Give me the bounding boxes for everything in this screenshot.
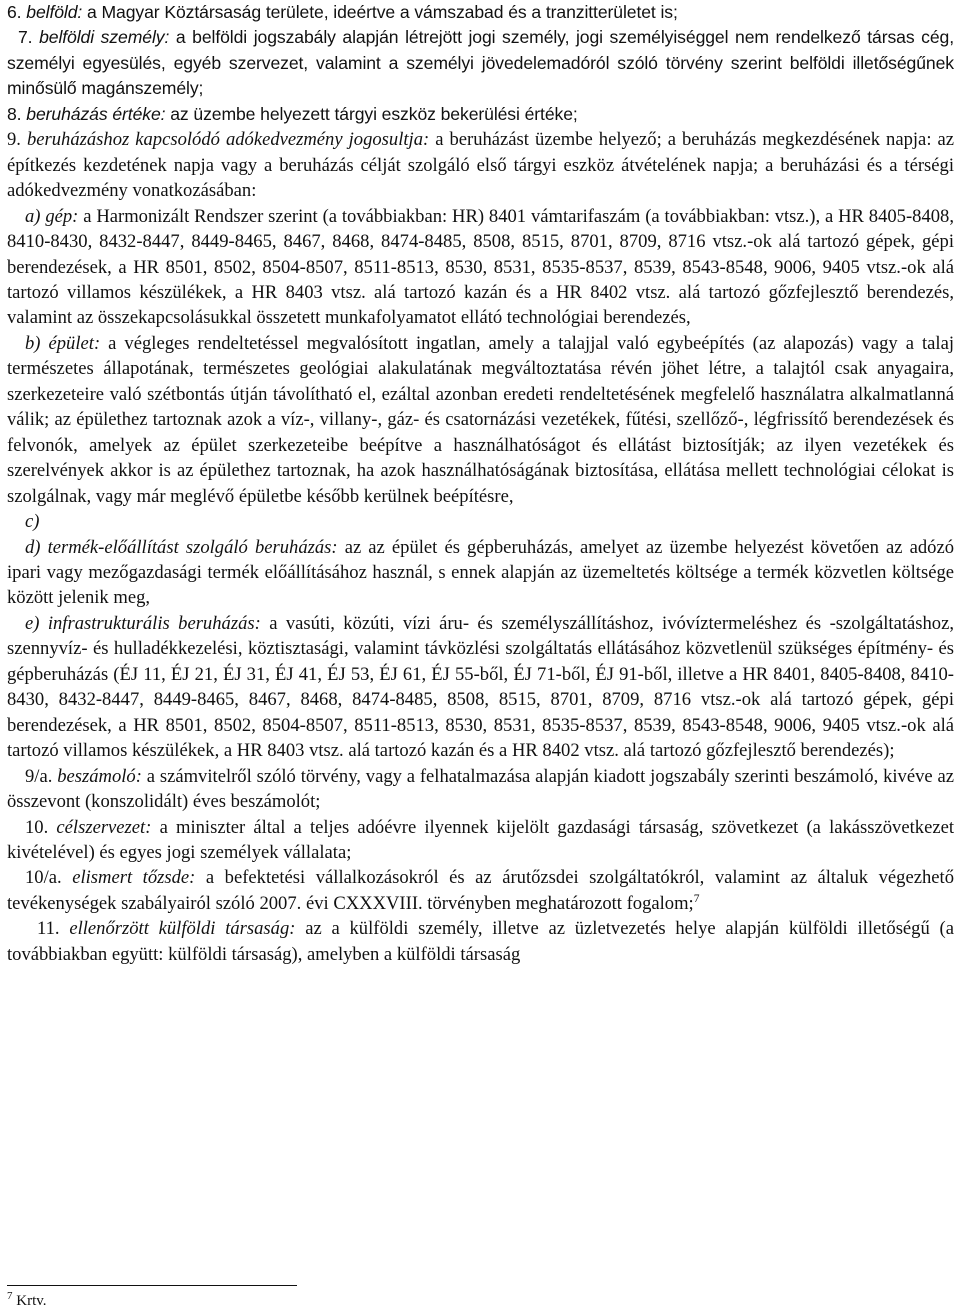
subitem-d-termek-eloallitas <box>7 535 954 611</box>
definition-text: az a külföldi személy, illetve az üzletvezetés helye alapján külföldi illetőségű (a továbbiakban együtt: külföldi társaság), amelyben a külföldi társaság <box>7 918 954 965</box>
item-number: 8. <box>7 103 22 124</box>
definition-9 <box>7 127 954 203</box>
footnote-reference[interactable]: 7 <box>693 892 700 905</box>
footnote <box>7 1291 407 1311</box>
definition-6 <box>7 0 954 25</box>
subitem-a-gep <box>7 204 954 331</box>
defined-term: beruházás értéke: <box>26 103 166 124</box>
definition-text: a számvitelről szóló törvény, vagy a felhatalmazása alapján kiadott jogszabály szerinti beszámoló, kivéve az összevont (konszolidált) éves beszámolót; <box>7 765 954 813</box>
footnote-text: Krtv. <box>12 1293 47 1309</box>
definition-10 <box>7 815 954 866</box>
defined-term: célszervezet: <box>56 816 152 838</box>
definition-text: a beruházást üzembe helyező; a beruházás megkezdésének napja: az építkezés kezdetének napja vagy a beruházás célját szolgáló első tárgyi eszköz átvételének napja; a beruházási és a térségi adókedvezmény vonatkozásában: <box>7 129 954 202</box>
defined-term: e) infrastrukturális beruházás: <box>25 612 261 634</box>
definition-text: a miniszter által a teljes adóévre ilyennek kijelölt gazdasági társaság, szövetkezet (a lakásszövetkezet kivételével) és egyes jogi személyek vállalata; <box>7 816 954 863</box>
subitem-b-epulet <box>7 331 954 509</box>
defined-term: beszámoló: <box>57 765 142 787</box>
definition-8 <box>7 102 954 127</box>
definition-text: a végleges rendeltetéssel megvalósított ingatlan, amely a talajjal való egybeépítés (az alapozás) vagy a talaj természetes állapotának, természetes geológiai alakulatának megváltoztatása révén jöhet létre, a talajtól csak anyagaira, szerkezeteire való szétbontás útján távolítható el, ezáltal azonban eredeti rendeltetésének megfelelő használatra alkalmatlanná válik; az épülethez tartoznak azok a víz-, villany-, gáz- és csatornázási vezetékek, fűtési, szellőző-, légfrissítő berendezések és felvonók, amelyek az épület szerkezeteibe beépítve a használhatóságot és ellátást biztosítják; az ilyen vezetékek és szerelvények akkor is az épülethez tartoznak, ha azok használhatóságának biztosítása, ellátása mellett technológiai célokat is szolgálnak, vagy már meglévő épületbe később kerülnek beépítésre, <box>7 332 955 507</box>
defined-term: a) gép: <box>25 205 79 227</box>
definition-text: a Magyar Köztársaság területe, ideértve a vámszabad és a tranzitterületet is; <box>82 2 678 22</box>
definition-text: a belföldi jogszabály alapján létrejött jogi személy, jogi személyiséggel nem rendelkező társas cég, személyi egyesülés, egyéb szervezet, valamint a személyi jövedelemadóról szóló törvény szerint belföldi illetőségűnek minősülő magánszemély; <box>7 27 954 99</box>
defined-term: ellenőrzött külföldi társaság: <box>69 918 296 940</box>
defined-term: d) termék-előállítást szolgáló beruházás: <box>25 536 338 558</box>
item-number: 10/a. <box>25 867 62 889</box>
defined-term: c) <box>25 511 40 533</box>
definition-text: a befektetési vállalkozásokról és az árutőzsdei szolgáltatókról, valamint az általuk végezhető tevékenységek szabályairól szóló 2007. évi CXXXVIII. törvényben meghatározott fogalom; <box>7 867 954 914</box>
defined-term: beruházáshoz kapcsolódó adókedvezmény jogosultja: <box>26 129 430 151</box>
defined-term: belföld: <box>26 2 83 22</box>
definition-11 <box>7 916 954 967</box>
item-number: 9. <box>7 129 21 151</box>
defined-term: b) épület: <box>25 332 101 354</box>
item-number: 6. <box>7 2 22 22</box>
item-number: 10. <box>25 816 49 838</box>
footnote-mark: 7 <box>7 1290 13 1302</box>
definition-text: a vasúti, közúti, vízi áru- és személyszállításhoz, ivóvíztermeléshez és -szolgáltatáshoz, szennyvíz- és hulladékkezelési, köztisztasági, valamint távközlési szolgáltatás ellátásához közvetlenül szükséges építmény- és gépberuházás (ÉJ 11, ÉJ 21, ÉJ 31, ÉJ 41, ÉJ 53, ÉJ 61, ÉJ 55-ből, ÉJ 71-ből, ÉJ 91-ből, illetve a HR 8401, 8405-8408, 8410-8430, 8432-8447, 8449-8465, 8467, 8468, 8474-8485, 8508, 8515, 8701, 8709, 8716 vtsz.-ok alá tartozó gépek, gépi berendezések, a HR 8501, 8502, 8504-8507, 8511-8513, 8530, 8531, 8535-8537, 8539, 8543-8548, 9006, 9405 vtsz.-ok alá tartozó villamos készülékek, a HR 8403 vtsz. alá tartozó kazán és a HR 8402 vtsz. alá tartozó gőzfejlesztő berendezés); <box>7 612 954 762</box>
definition-text: az az épület és gépberuházás, amelyet az üzembe helyezést követően az adózó ipari vagy mezőgazdasági termék előállításához használ, s ennek alapján az üzemeltetés költsége a termék közvetlen költsége között jelenik meg, <box>7 536 954 609</box>
item-number: 9/a. <box>25 765 53 787</box>
subitem-c <box>7 509 954 534</box>
definition-text: az üzembe helyezett tárgyi eszköz bekerülési értéke; <box>165 103 578 124</box>
definition-9a <box>7 764 954 815</box>
item-number: 11. <box>37 918 60 940</box>
defined-term: belföldi személy: <box>39 27 170 48</box>
document-body <box>7 0 954 967</box>
footnote-separator <box>7 1285 297 1286</box>
item-number: 7. <box>18 27 33 48</box>
definition-text: a Harmonizált Rendszer szerint (a továbbiakban: HR) 8401 vámtarifaszám (a továbbiakban: vtsz.), a HR 8405-8408, 8410-8430, 8432-8447, 8449-8465, 8467, 8468, 8474-8485, 8508, 8515, 8701, 8709, 8716 vtsz.-ok alá tartozó gépek, gépi berendezések, a HR 8501, 8502, 8504-8507, 8511-8513, 8530, 8531, 8535-8537, 8539, 8543-8548, 9006, 9405 vtsz.-ok alá tartozó villamos készülékek, a HR 8403 vtsz. alá tartozó kazán és a HR 8402 vtsz. alá tartozó gőzfejlesztő berendezés, valamint az összekapcsolásukkal összetett munkafolyamatot ellátó technológiai berendezés, <box>7 205 954 329</box>
definition-7 <box>7 25 954 101</box>
subitem-e-infrastrukturalis <box>7 611 954 764</box>
definition-10a <box>7 865 954 916</box>
defined-term: elismert tőzsde: <box>72 867 196 889</box>
